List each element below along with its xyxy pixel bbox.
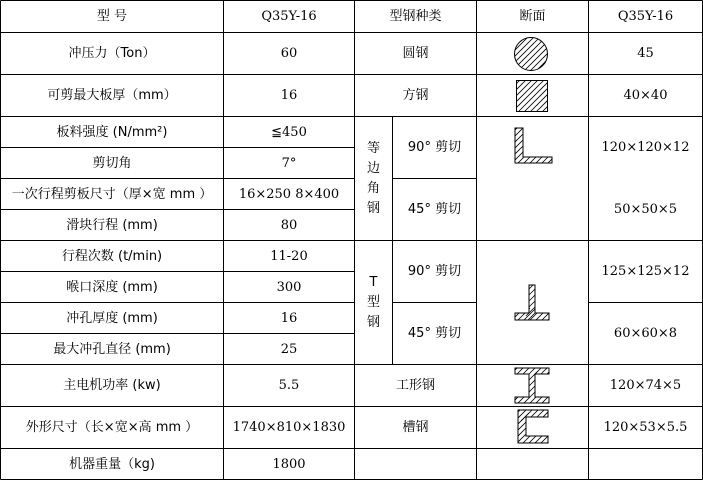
square-bar-spec: 40×40: [623, 88, 668, 103]
label-material-strength: 板料强度 (N/mm²): [56, 124, 168, 140]
label-single-stroke-size: 一次行程剪板尺寸（厚×宽 mm ）: [11, 186, 213, 202]
value-single-stroke-size: 16×250 8×400: [238, 186, 340, 202]
channel-steel-name: 槽钢: [402, 420, 429, 435]
angle-steel-char: 角: [366, 180, 380, 196]
square-bar-name: 方钢: [402, 88, 429, 103]
header-label: 型 号: [96, 9, 128, 24]
i-beam-name: 工形钢: [395, 378, 435, 393]
value-material-strength: ≦450: [271, 124, 307, 140]
value-punch-force: 60: [280, 46, 298, 61]
channel-steel-section-icon: [517, 409, 549, 445]
value-overall-dimensions: 1740×810×1830: [232, 420, 346, 435]
t-steel-char: 钢: [366, 314, 380, 330]
round-bar-section-icon: [513, 36, 549, 72]
angle-steel-char: 钢: [366, 200, 380, 216]
value-throat-depth: 300: [276, 279, 302, 295]
value-stroke-rate: 11-20: [270, 248, 308, 264]
t-steel-cut-45: 45° 剪切: [407, 326, 462, 341]
label-throat-depth: 喉口深度 (mm): [66, 279, 158, 295]
header-steel-type: 型钢种类: [389, 9, 442, 24]
angle-steel-spec-45: 50×50×5: [613, 202, 678, 217]
value-punch-thickness: 16: [280, 310, 298, 326]
label-stroke-rate: 行程次数 (t/min): [61, 248, 163, 264]
header-model: Q35Y-16: [261, 9, 317, 24]
label-slide-stroke: 滑块行程 (mm): [66, 217, 158, 233]
round-bar-name: 圆钢: [402, 46, 429, 61]
header-model-right: Q35Y-16: [617, 9, 674, 24]
value-machine-weight: 1800: [272, 456, 306, 472]
value-shear-angle: 7°: [281, 155, 297, 171]
label-overall-dimensions: 外形尺寸（长×宽×高 mm ）: [25, 420, 199, 435]
header-section: 断面: [519, 9, 546, 24]
value-slide-stroke: 80: [280, 217, 298, 233]
t-steel-spec-90: 125×125×12: [601, 264, 690, 279]
label-machine-weight: 机器重量（kg): [69, 456, 155, 472]
label-max-punch-diameter: 最大冲孔直径 (mm): [53, 341, 171, 357]
angle-steel-char: 边: [366, 160, 380, 176]
value-max-punch-diameter: 25: [280, 341, 298, 357]
square-bar-section-icon: [516, 80, 548, 112]
t-steel-cut-90: 90° 剪切: [407, 264, 462, 279]
angle-steel-char: 等: [366, 140, 380, 156]
angle-steel-section-icon: [514, 127, 554, 165]
t-steel-char: T: [369, 274, 378, 290]
i-beam-section-icon: [514, 367, 550, 404]
t-steel-section-icon: [514, 284, 550, 322]
value-max-plate-thickness: 16: [280, 88, 298, 103]
channel-steel-spec: 120×53×5.5: [603, 420, 688, 435]
angle-steel-group-label: [355, 117, 392, 240]
label-shear-angle: 剪切角: [92, 155, 132, 171]
t-steel-spec-45: 60×60×8: [613, 326, 678, 341]
label-motor-power: 主电机功率 (kw): [63, 378, 161, 393]
label-punch-force: 冲压力（Ton）: [68, 46, 156, 61]
i-beam-spec: 120×74×5: [609, 378, 682, 393]
t-steel-char: 型: [366, 294, 380, 310]
label-punch-thickness: 冲孔厚度 (mm): [66, 310, 158, 326]
angle-steel-cut-45: 45° 剪切: [407, 202, 462, 217]
t-steel-group-label: [355, 241, 392, 364]
angle-steel-cut-90: 90° 剪切: [407, 140, 462, 155]
label-max-plate-thickness: 可剪最大板厚（mm）: [47, 88, 177, 103]
angle-steel-spec-90: 120×120×12: [601, 140, 690, 155]
value-motor-power: 5.5: [278, 378, 300, 393]
round-bar-spec: 45: [637, 46, 654, 61]
